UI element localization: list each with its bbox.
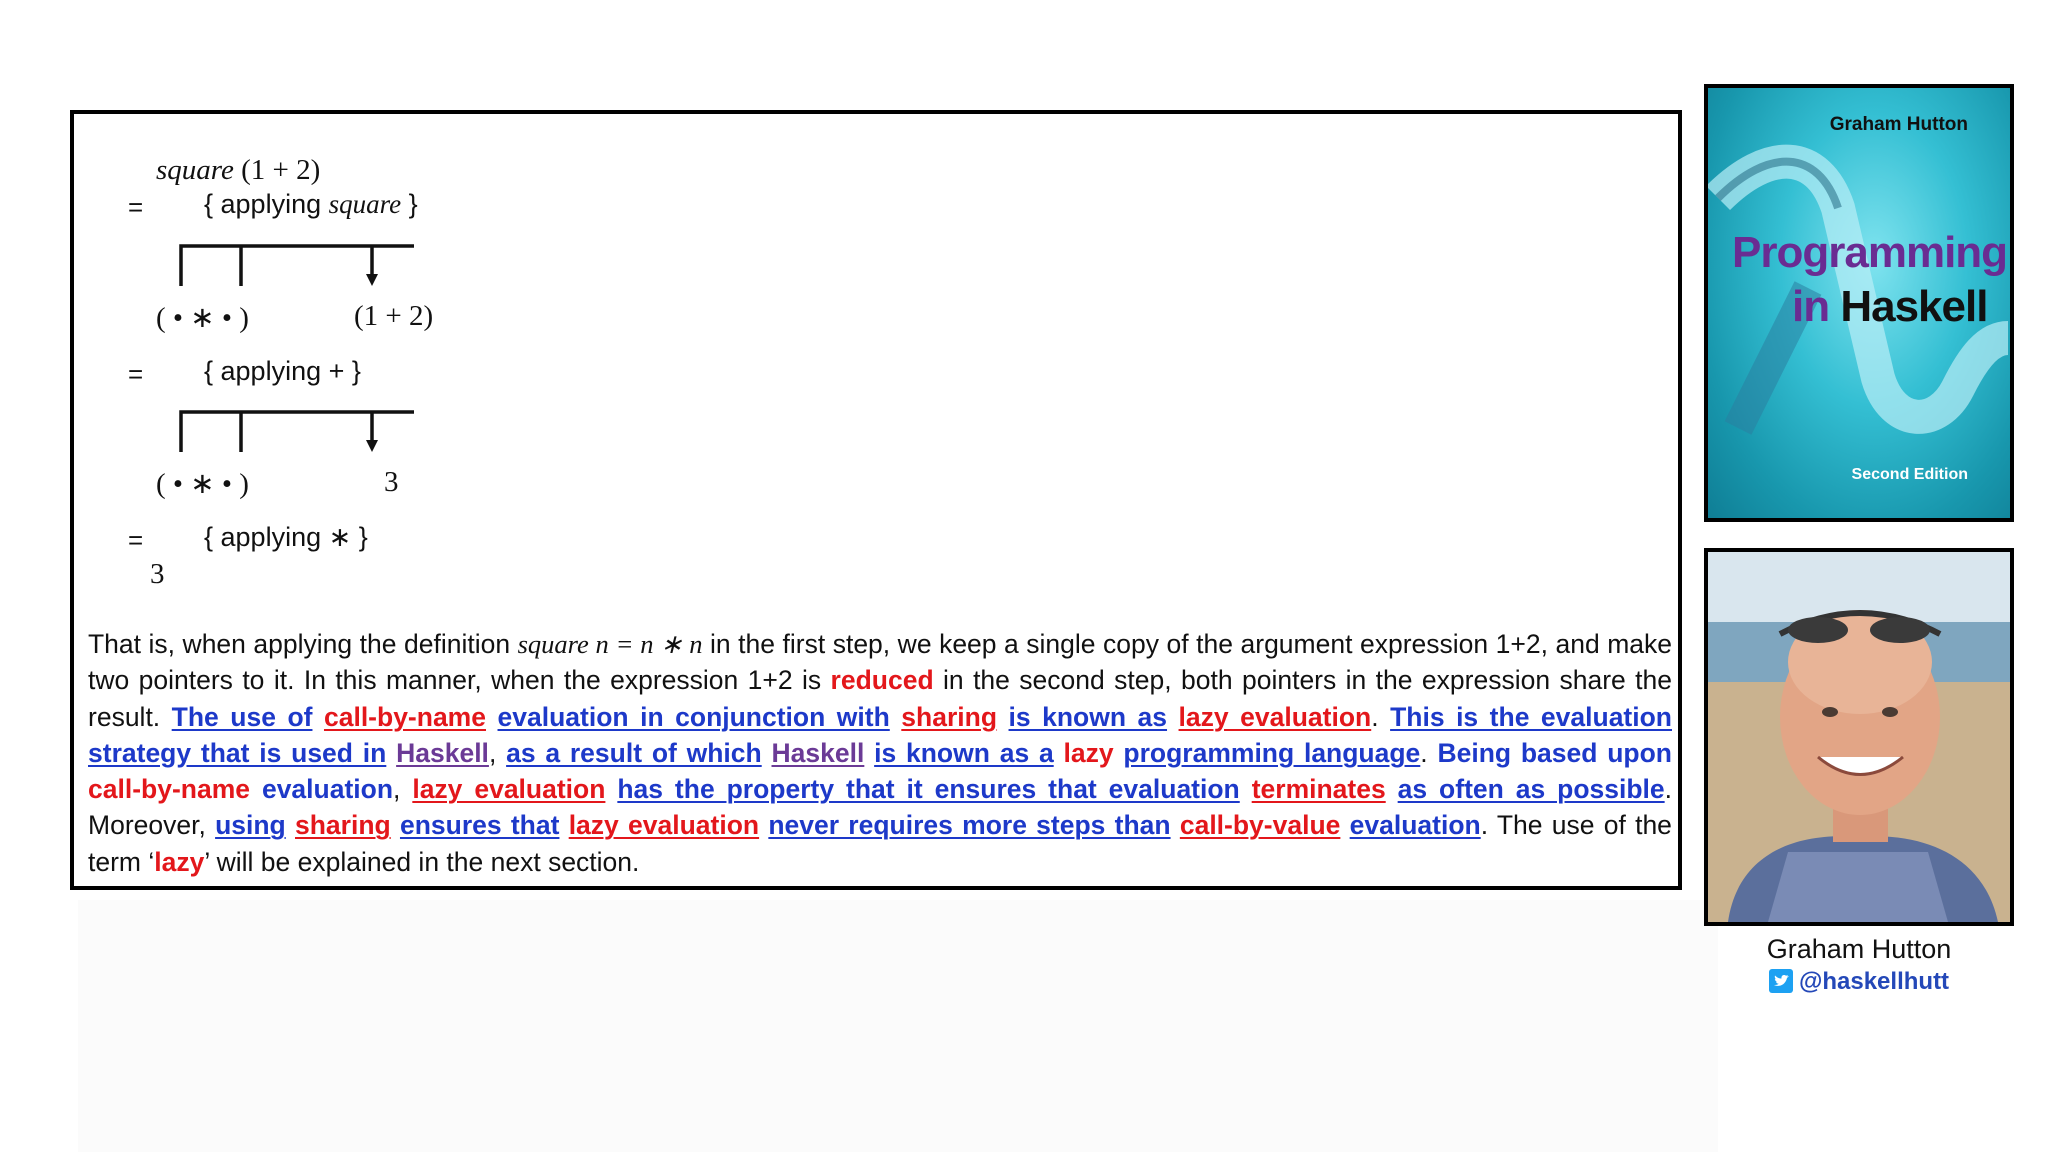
space — [1167, 702, 1179, 732]
space — [486, 702, 498, 732]
twitter-icon — [1769, 969, 1793, 993]
presenter-name: Graham Hutton — [1766, 934, 1952, 964]
text: . The use of the term ‘ — [88, 810, 1672, 877]
space — [286, 810, 295, 840]
equals-sign-1: = — [128, 192, 144, 222]
space — [1340, 810, 1349, 840]
book-title-line-1: Programming — [1732, 228, 2008, 277]
hint-3: { applying ∗ } — [204, 522, 368, 552]
hint-2: { applying + } — [204, 356, 361, 386]
phrase: is known as — [1008, 701, 1168, 732]
term-terminates: terminates — [1251, 774, 1386, 805]
presenter-illustration — [1708, 552, 2010, 922]
graph-2-right: 3 — [384, 466, 399, 498]
space — [1240, 774, 1252, 804]
book-title-line-2 — [1792, 282, 1987, 332]
text: That is, when applying the definition — [88, 629, 518, 659]
text: in the first step, we keep a single copy of the argument expression 1+2, and make two pointers to it. In this manner, when the expression 1+2 is — [88, 629, 1673, 696]
result-value: 3 — [150, 558, 165, 590]
term-reduced: reduced — [830, 665, 934, 696]
pointer-diagram-2 — [174, 408, 414, 458]
text: in the second step, both pointers in the expression share the result. — [88, 665, 1672, 732]
space — [1054, 738, 1064, 768]
term-lazy: lazy — [1063, 737, 1114, 768]
phrase: as a result of which — [506, 737, 762, 768]
space — [890, 702, 902, 732]
term-call-by-name: call-by-name — [323, 701, 486, 732]
function-args: (1 + 2) — [233, 154, 321, 186]
space — [1114, 738, 1124, 768]
graph-1-left: ( • ∗ • ) — [156, 302, 249, 334]
space — [559, 810, 568, 840]
term-lazy: lazy — [154, 846, 205, 877]
twitter-handle[interactable] — [1704, 968, 2014, 996]
phrase: is known as a — [874, 737, 1054, 768]
equals-sign-2: = — [128, 359, 144, 389]
hint-1-term: square — [328, 189, 402, 219]
space — [250, 774, 262, 804]
phrase: evaluation — [1349, 810, 1481, 841]
graph-2-left: ( • ∗ • ) — [156, 468, 249, 500]
term-haskell: Haskell — [771, 737, 865, 768]
twitter-handle-text: @haskellhutt — [1798, 968, 1950, 995]
space — [386, 738, 396, 768]
phrase: evaluation in conjunction with — [497, 701, 890, 732]
phrase: ensures that — [399, 810, 560, 841]
phrase: never requires more steps than — [768, 810, 1171, 841]
book-title-haskell: Haskell — [1840, 282, 1988, 331]
term-lazy-evaluation: lazy evaluation — [412, 774, 606, 805]
space — [605, 774, 617, 804]
book-edition: Second Edition — [1851, 466, 1968, 483]
background-tint — [78, 900, 1718, 1152]
content-panel — [70, 110, 1682, 890]
definition-math: square n = n ∗ n — [517, 629, 703, 659]
term-sharing: sharing — [295, 810, 391, 841]
punct: , — [393, 774, 413, 805]
phrase: This is the evaluation strategy that is used in — [88, 701, 1672, 768]
space — [997, 702, 1009, 732]
phrase: evaluation — [261, 774, 394, 805]
book-author: Graham Hutton — [1829, 114, 1968, 135]
equals-sign-3: = — [128, 525, 144, 555]
term-lazy-evaluation: lazy evaluation — [1178, 701, 1372, 732]
graph-1-right: (1 + 2) — [354, 300, 434, 332]
pointer-diagram-1 — [174, 242, 414, 292]
phrase: programming language — [1123, 737, 1421, 768]
term-lazy-evaluation: lazy evaluation — [568, 810, 760, 841]
punct: . — [1371, 701, 1391, 732]
space — [759, 810, 768, 840]
phrase: Being based upon — [1437, 737, 1672, 768]
hint-1-close: } — [401, 189, 418, 219]
text: . Moreover, — [88, 774, 1673, 841]
phrase: as often as possible — [1397, 774, 1665, 805]
term-call-by-name: call-by-name — [88, 774, 251, 805]
phrase: has the property that it ensures that evaluation — [617, 774, 1240, 805]
expression-line-1 — [156, 154, 320, 187]
explanation-paragraph — [88, 626, 1672, 880]
phrase: using — [215, 810, 286, 841]
book-title-in: in — [1792, 282, 1841, 331]
phrase: The use of — [171, 701, 313, 732]
term-haskell: Haskell — [396, 737, 489, 768]
function-name: square — [156, 154, 234, 186]
hint-1-text: { applying — [204, 189, 329, 219]
term-sharing: sharing — [901, 701, 998, 732]
text: ’ will be explained in the next section. — [204, 846, 640, 877]
space — [312, 702, 324, 732]
space — [391, 810, 400, 840]
punct: , — [488, 737, 507, 768]
presenter-photo — [1704, 548, 2014, 926]
space — [1386, 774, 1398, 804]
space — [1171, 810, 1180, 840]
punct: . — [1420, 737, 1438, 768]
space — [762, 738, 772, 768]
space — [864, 738, 874, 768]
book-cover — [1704, 84, 2014, 522]
hint-1 — [204, 189, 418, 220]
term-call-by-value: call-by-value — [1179, 810, 1341, 841]
